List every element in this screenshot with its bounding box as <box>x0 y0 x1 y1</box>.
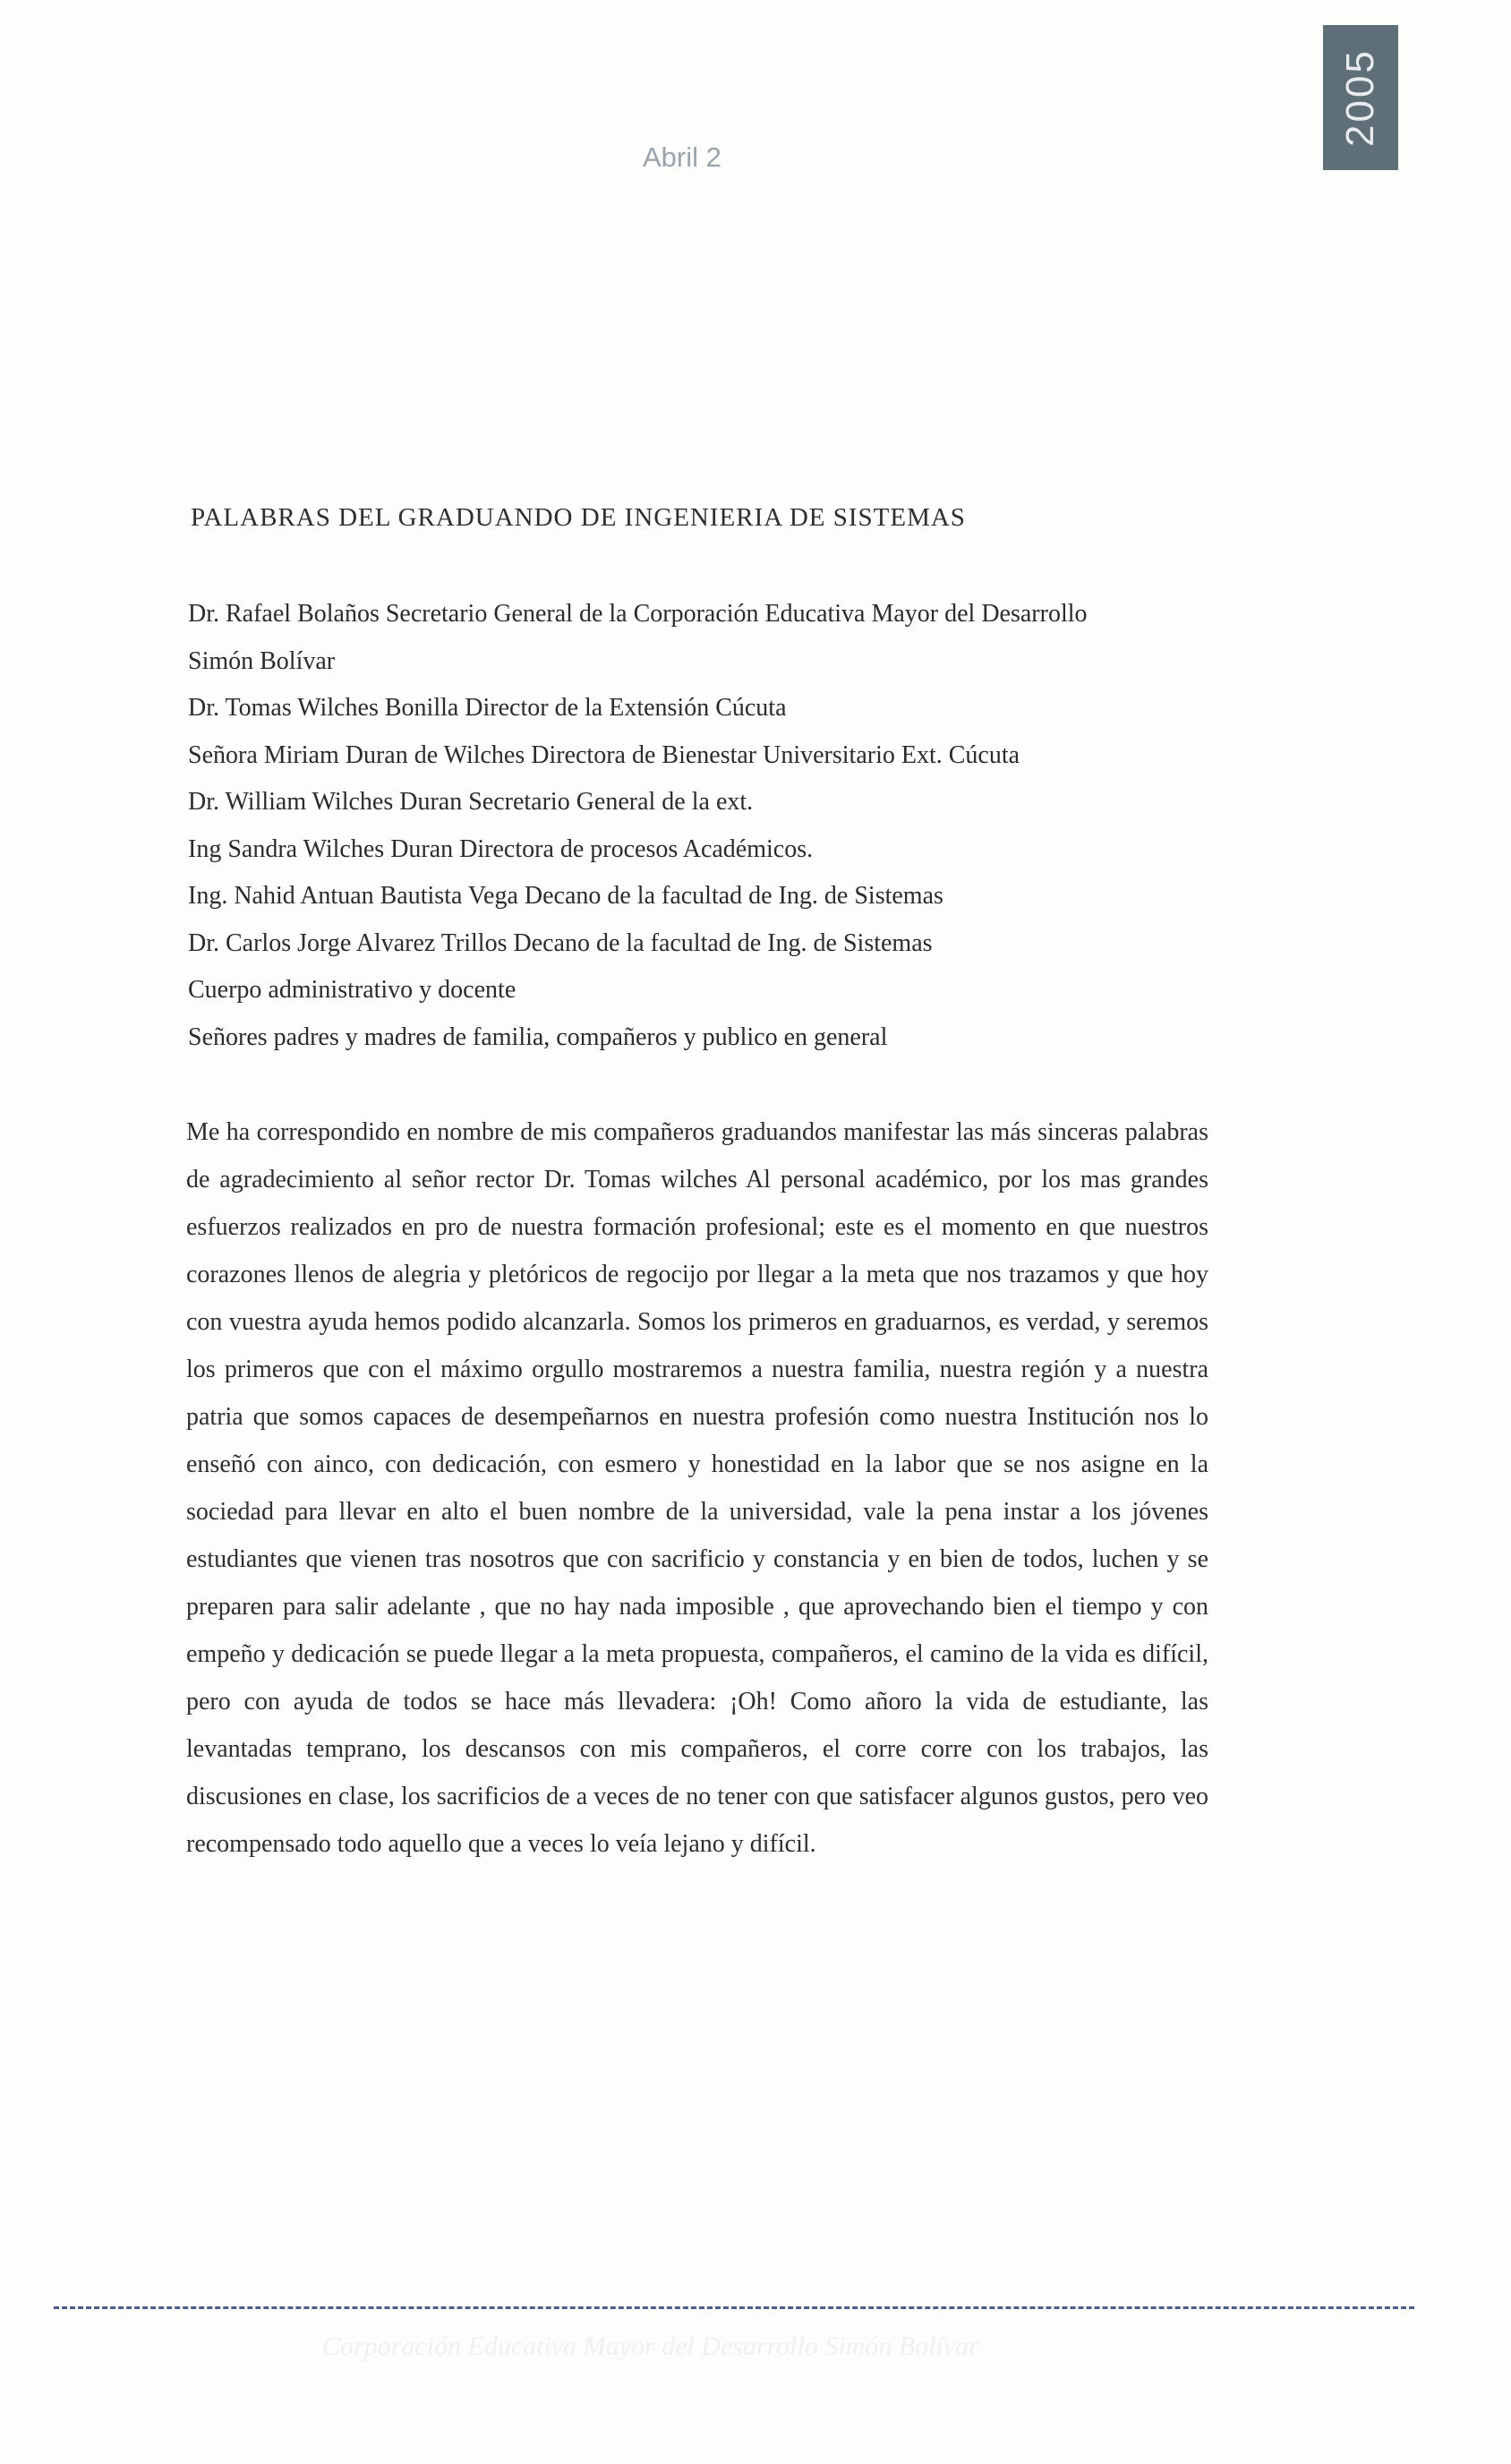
salutation-line: Cuerpo administrativo y docente <box>188 976 516 1004</box>
year-tab <box>1323 25 1398 170</box>
salutation-line: Señores padres y madres de familia, compañeros y publico en general <box>188 1022 888 1051</box>
footer-institution: Corporación Educativa Mayor del Desarrollo Simón Bolívar <box>322 2331 979 2361</box>
speech-paragraph: Me ha correspondido en nombre de mis compañeros graduandos manifestar las más sinceras palabras de agradecimiento al señor rector Dr. Tomas wilches Al personal académico, por los mas grandes esfuerzos realizados en pro de nuestra formación profesional; este es el momento en que nuestros corazones llenos de alegria y pletóricos de regocijo por llegar a la meta que nos trazamos y que hoy con vuestra ayuda hemos podido alcanzarla. Somos los primeros en graduarnos, es verdad, y seremos los primeros que con el máximo orgullo mostraremos a nuestra familia, nuestra región y a nuestra patria que somos capaces de desempeñarnos en nuestra profesión como nuestra Institución nos lo enseñó con ainco, con dedicación, con esmero y honestidad en la labor que se nos asigne en la sociedad para llevar en alto el buen nombre de la universidad, vale la pena instar a los jóvenes estudiantes que vienen tras nosotros que con sacrificio y constancia y en bien de todos, luchen y se preparen para salir adelante , que no hay nada imposible , que aprovechando bien el tiempo y con empeño y dedicación se puede llegar a la meta propuesta, compañeros, el camino de la vida es difícil, pero con ayuda de todos se hace más llevadera: ¡Oh! Como añoro la vida de estudiante, las levantadas temprano, los descansos con mis compañeros, el corre corre con los trabajos, las discusiones en clase, los sacrificios de a veces de no tener con que satisfacer algunos gustos, pero veo recompensado todo aquello que a veces lo veía lejano y difícil. <box>186 1118 1208 1858</box>
header-date: Abril 2 <box>643 141 721 173</box>
salutation-line: Dr. Tomas Wilches Bonilla Director de la Extensión Cúcuta <box>188 694 787 722</box>
footer-divider <box>54 2306 1414 2309</box>
year-label: 2005 <box>1338 48 1383 147</box>
document-title: PALABRAS DEL GRADUANDO DE INGENIERIA DE SISTEMAS <box>191 503 966 532</box>
salutation-line: Dr. Carlos Jorge Alvarez Trillos Decano de la facultad de Ing. de Sistemas <box>188 928 933 957</box>
salutation-line: Señora Miriam Duran de Wilches Directora de Bienestar Universitario Ext. Cúcuta <box>188 740 1020 769</box>
salutation-line: Simón Bolívar <box>188 646 336 675</box>
salutation-line: Ing Sandra Wilches Duran Directora de procesos Académicos. <box>188 834 814 863</box>
salutation-line: Ing. Nahid Antuan Bautista Vega Decano de la facultad de Ing. de Sistemas <box>188 882 943 910</box>
salutation-list <box>188 591 1280 1061</box>
salutation-line: Dr. Rafael Bolaños Secretario General de la Corporación Educativa Mayor del Desarrollo <box>188 600 1088 628</box>
salutation-line: Dr. William Wilches Duran Secretario General de la ext. <box>188 788 754 816</box>
